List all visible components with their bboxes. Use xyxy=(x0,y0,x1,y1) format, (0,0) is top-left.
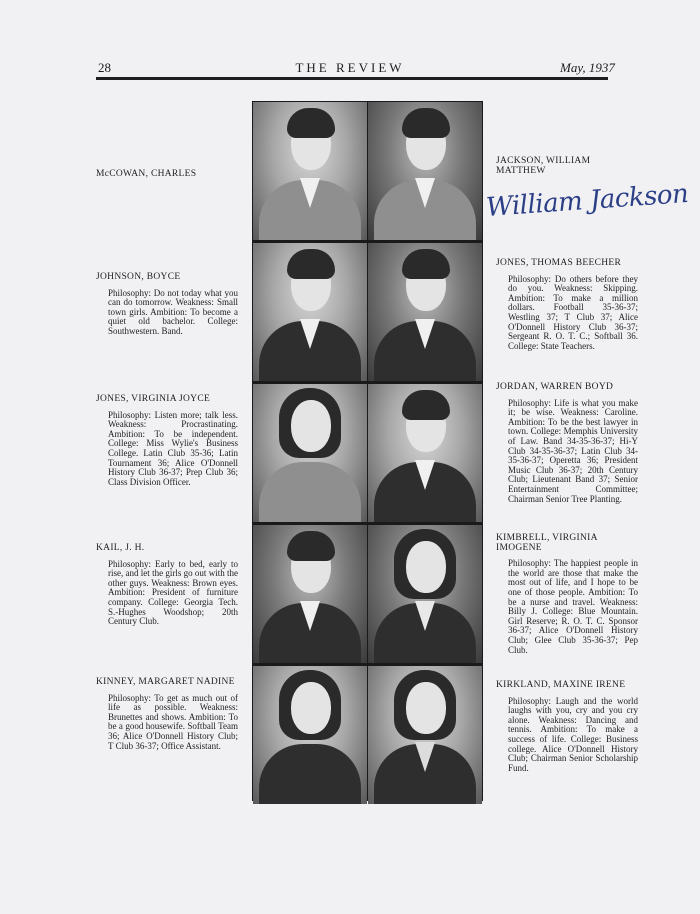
student-name: KIRKLAND, MAXINE IRENE xyxy=(496,680,626,690)
student-entry-jones-virginia xyxy=(96,395,238,487)
student-entry-jackson xyxy=(496,157,638,176)
student-name: JORDAN, WARREN BOYD xyxy=(496,382,614,392)
portrait-photo-jones-virginia xyxy=(253,384,367,522)
student-entry-kinney xyxy=(96,678,238,751)
student-name: KINNEY, MARGARET NADINE xyxy=(96,677,235,687)
student-bio: Philosophy: Laugh and the world laughs with you, cry and you cry alone. Weakness: Dancing and tennis. Ambition: To make a success of life. College: Business college. Alice O'Donnell History Club; Chairman Senior Scholarship Fund. xyxy=(508,695,638,773)
student-entry-mccowan xyxy=(96,170,238,180)
portrait-photo-kimbrell xyxy=(368,525,482,663)
portrait-photo-jackson xyxy=(368,102,482,240)
portrait-photo-jones-thomas xyxy=(368,243,482,381)
student-bio: Philosophy: To get as much out of life as possible. Weakness: Brunettes and shows. Ambition: To be a good housewife. Softball Team 36; Alice O'Donnell History Club; T Club 36-37; Office Assistant. xyxy=(108,692,238,751)
student-name: KAIL, J. H. xyxy=(96,543,145,553)
student-entry-kail xyxy=(96,544,238,627)
student-bio: Philosophy: Early to bed, early to rise, and let the girls go out with the other guys. Weakness: Brown eyes. Ambition: President of furniture company. College: Georgia Tech. S.-Hughes Woodshop; 20th Century Club. xyxy=(108,558,238,627)
student-name: JONES, VIRGINIA JOYCE xyxy=(96,394,211,404)
student-entry-jones-thomas xyxy=(496,259,638,351)
portrait-photo-jordan xyxy=(368,384,482,522)
page-title: THE REVIEW xyxy=(295,60,405,75)
portrait-photo-kinney xyxy=(253,666,367,804)
student-entry-jordan xyxy=(496,383,638,504)
student-bio: Philosophy: Life is what you make it; be wise. Weakness: Caroline. Ambition: To be the best lawyer in town. College: Memphis University of Law. Band 34-35-36-37; Hi-Y Club 34-35-36-37; Latin Club 34-35-36-37; Operetta 36; President Music Club 36-37; 20th Century Club; Lieutenant Band 37; Senior Entertainment Committee; Chairman Senior Tree Planting. xyxy=(508,397,638,504)
handwritten-signature: William Jackson xyxy=(485,178,690,224)
student-bio: Philosophy: The happiest people in the world are those that make the most out of life, and I hope to be one of those people. Ambition: To be a nurse and travel. Weakness: Billy J. College: Blue Mountain. Girl Reserve; R. O. T. C. Sponsor 36-37; Alice O'Donnell History Club; Glee Club 35-36-37; Pep Club. xyxy=(508,558,638,655)
student-name: JONES, THOMAS BEECHER xyxy=(496,258,622,268)
student-name: JACKSON, WILLIAM MATTHEW xyxy=(496,156,591,176)
portrait-photo-kail xyxy=(253,525,367,663)
student-entry-kimbrell xyxy=(496,534,638,655)
student-entry-johnson xyxy=(96,273,238,337)
portrait-photo-mccowan xyxy=(253,102,367,240)
page-date: May, 1937 xyxy=(560,60,615,75)
student-name: McCOWAN, CHARLES xyxy=(96,169,197,179)
student-name: KIMBRELL, VIRGINIA IMOGENE xyxy=(496,533,598,553)
student-bio: Philosophy: Do not today what you can do tomorrow. Weakness: Small town girls. Ambition: To become a quiet old bachelor. College: Southwestern. Band. xyxy=(108,287,238,336)
student-name: JOHNSON, BOYCE xyxy=(96,272,181,282)
portrait-photo-johnson xyxy=(253,243,367,381)
student-entry-kirkland xyxy=(496,681,638,773)
photo-grid xyxy=(252,101,483,801)
student-bio: Philosophy: Listen more; talk less. Weakness: Procrastinating. Ambition: To be independent. College: Miss Wylie's Business College. Latin Club 35-36; Latin Tournament 36; Alice O'Donnell History Club 36-37; Prep Club 36; Class Division Officer. xyxy=(108,409,238,487)
header-rule xyxy=(96,77,608,80)
page-number: 28 xyxy=(98,60,111,75)
portrait-photo-kirkland xyxy=(368,666,482,804)
student-bio: Philosophy: Do others before they do you. Weakness: Skipping. Ambition: To make a million dollars. Football 35-36-37; Westling 37; T Club 37; Alice O'Donnell History Club 36-37; Sergeant R. O. T. C.; Softball 36. College: State Teachers. xyxy=(508,273,638,351)
